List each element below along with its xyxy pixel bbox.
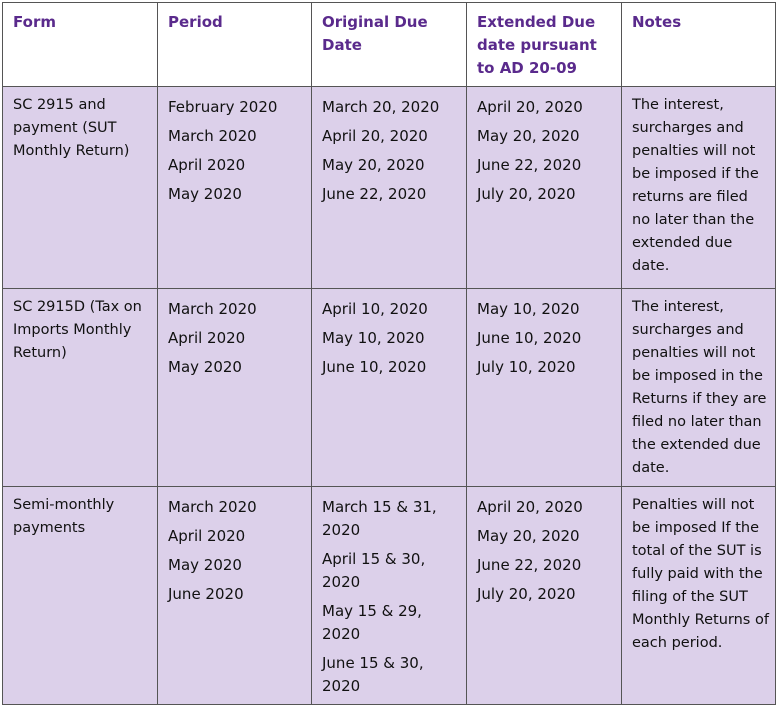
header-row [3, 3, 776, 87]
extended-due-cell [467, 289, 622, 487]
header-extended-due-date: Extended Due date pursuant to AD 20-09 [467, 3, 622, 87]
period-cell [158, 87, 312, 289]
period-item: April 2020 [168, 329, 246, 347]
original-due-item: April 15 & 30, 2020 [322, 550, 426, 591]
extended-due-cell [467, 87, 622, 289]
header-original-due-date: Original Due Date [312, 3, 467, 87]
form-cell: Semi-monthly payments [3, 487, 158, 705]
period-item: May 2020 [168, 358, 242, 376]
original-due-item: March 20, 2020 [322, 98, 440, 116]
extended-due-item: April 20, 2020 [477, 498, 583, 516]
original-due-item: May 20, 2020 [322, 156, 425, 174]
period-item: March 2020 [168, 498, 257, 516]
extended-due-item: April 20, 2020 [477, 98, 583, 116]
header-form: Form [3, 3, 158, 87]
extended-due-item: May 20, 2020 [477, 527, 580, 545]
notes-cell: The interest, surcharges and penalties will not be imposed in the Returns if they are filed no later than the extended due date. [622, 289, 776, 487]
header-period: Period [158, 3, 312, 87]
period-item: February 2020 [168, 98, 278, 116]
form-cell: SC 2915D (Tax on Imports Monthly Return) [3, 289, 158, 487]
period-item: June 2020 [168, 585, 244, 603]
extended-due-item: June 22, 2020 [477, 556, 582, 574]
table-row [3, 87, 776, 289]
original-due-cell [312, 289, 467, 487]
original-due-item: June 22, 2020 [322, 185, 427, 203]
period-item: May 2020 [168, 556, 242, 574]
original-due-item: June 15 & 30, 2020 [322, 654, 424, 695]
original-due-cell [312, 487, 467, 705]
table-row [3, 487, 776, 705]
original-due-item: May 15 & 29, 2020 [322, 602, 422, 643]
notes-cell: Penalties will not be imposed If the total of the SUT is fully paid with the filing of the SUT Monthly Returns of each period. [622, 487, 776, 705]
period-item: March 2020 [168, 127, 257, 145]
period-item: April 2020 [168, 156, 246, 174]
notes-cell: The interest, surcharges and penalties will not be imposed if the returns are filed no later than the extended due date. [622, 87, 776, 289]
extended-due-item: June 22, 2020 [477, 156, 582, 174]
original-due-item: April 20, 2020 [322, 127, 428, 145]
table-row [3, 289, 776, 487]
extended-due-item: May 10, 2020 [477, 300, 580, 318]
extended-due-item: June 10, 2020 [477, 329, 582, 347]
period-item: May 2020 [168, 185, 242, 203]
extended-due-item: July 20, 2020 [477, 585, 576, 603]
form-cell: SC 2915 and payment (SUT Monthly Return) [3, 87, 158, 289]
original-due-item: April 10, 2020 [322, 300, 428, 318]
header-notes: Notes [622, 3, 776, 87]
extended-due-item: July 20, 2020 [477, 185, 576, 203]
period-item: March 2020 [168, 300, 257, 318]
due-dates-table [2, 2, 776, 705]
original-due-item: May 10, 2020 [322, 329, 425, 347]
period-cell [158, 487, 312, 705]
period-cell [158, 289, 312, 487]
original-due-cell [312, 87, 467, 289]
extended-due-item: May 20, 2020 [477, 127, 580, 145]
extended-due-item: July 10, 2020 [477, 358, 576, 376]
original-due-item: June 10, 2020 [322, 358, 427, 376]
original-due-item: March 15 & 31, 2020 [322, 498, 437, 539]
period-item: April 2020 [168, 527, 246, 545]
extended-due-cell [467, 487, 622, 705]
